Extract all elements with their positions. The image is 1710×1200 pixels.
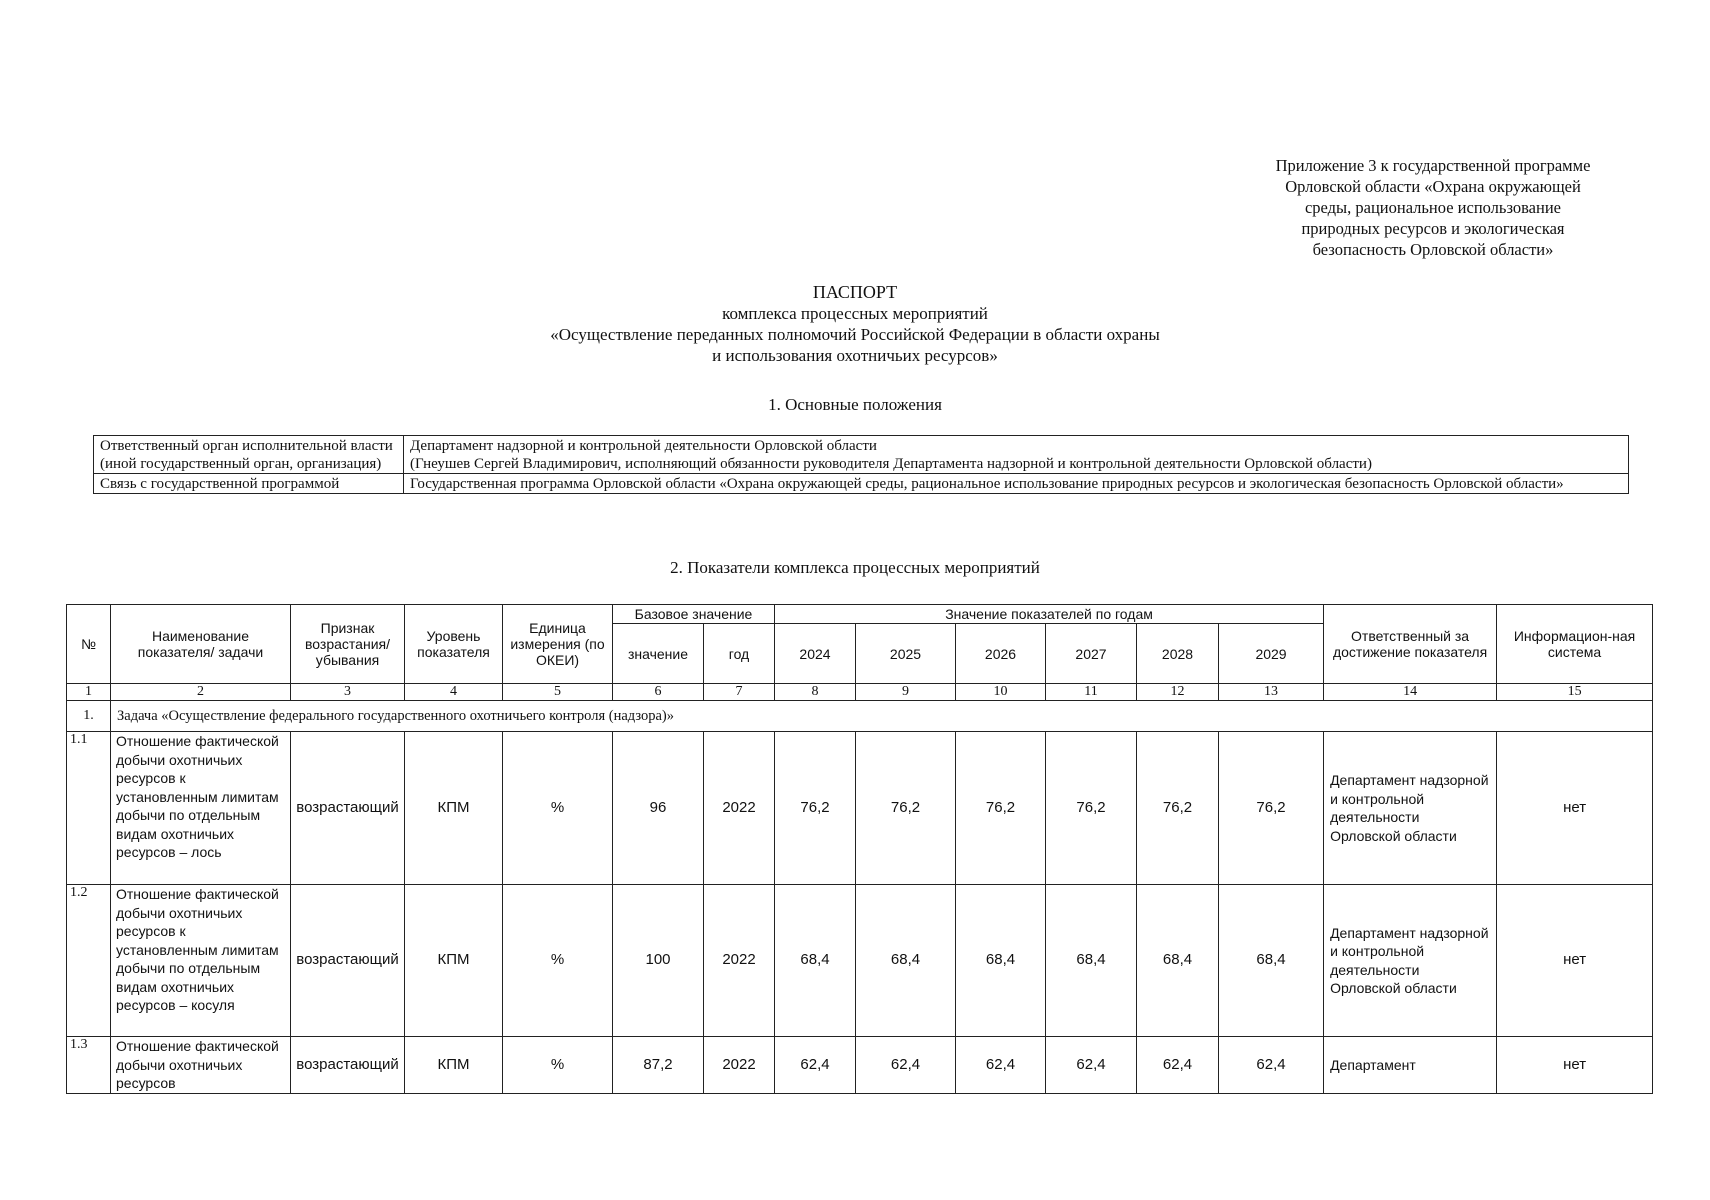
provisions-value (404, 436, 1629, 474)
table-row (67, 1037, 1653, 1094)
indicator-sign: возрастающий (291, 885, 405, 1037)
year-value: 76,2 (856, 732, 956, 885)
section1-heading: 1. Основные положения (768, 395, 942, 414)
task-row (67, 701, 1653, 732)
base-value: 100 (613, 885, 704, 1037)
column-number: 3 (291, 684, 405, 701)
infosys: нет (1497, 732, 1653, 885)
main-provisions-table (93, 435, 1629, 494)
indicator-level: КПМ (405, 885, 503, 1037)
column-number: 15 (1497, 684, 1653, 701)
year-value: 62,4 (1046, 1037, 1137, 1094)
year-value: 68,4 (775, 885, 856, 1037)
header-year: 2027 (1046, 624, 1137, 684)
header-base-value: значение (613, 624, 704, 684)
header-num: № (67, 605, 111, 684)
column-number: 13 (1219, 684, 1324, 701)
title-line: комплекса процессных мероприятий (722, 304, 988, 323)
column-number: 7 (704, 684, 775, 701)
infosys: нет (1497, 885, 1653, 1037)
year-value: 62,4 (856, 1037, 956, 1094)
provisions-row (94, 436, 1629, 474)
responsible: Департамент надзорной и контрольной деятельности Орловской области (1324, 885, 1497, 1037)
year-value: 76,2 (1046, 732, 1137, 885)
year-value: 68,4 (856, 885, 956, 1037)
year-value: 62,4 (1219, 1037, 1324, 1094)
base-year: 2022 (704, 1037, 775, 1094)
header-years-group: Значение показателей по годам (775, 605, 1324, 624)
responsible: Департамент (1324, 1037, 1497, 1094)
table-row (67, 885, 1653, 1037)
column-number: 10 (956, 684, 1046, 701)
year-value: 68,4 (956, 885, 1046, 1037)
indicator-unit: % (503, 732, 613, 885)
year-value: 68,4 (1137, 885, 1219, 1037)
indicator-level: КПМ (405, 1037, 503, 1094)
base-value: 87,2 (613, 1037, 704, 1094)
base-year: 2022 (704, 885, 775, 1037)
provisions-row (94, 474, 1629, 494)
header-year: 2024 (775, 624, 856, 684)
provisions-value-line: Государственная программа Орловской области «Охрана окружающей среды, рациональное использование природных ресурсов и экологическая безопасность Орловской области» (410, 476, 1564, 492)
header-year: 2029 (1219, 624, 1324, 684)
indicator-name: Отношение фактической добычи охотничьих ресурсов (111, 1037, 291, 1094)
table-row (67, 732, 1653, 885)
column-number: 14 (1324, 684, 1497, 701)
infosys: нет (1497, 1037, 1653, 1094)
year-value: 62,4 (775, 1037, 856, 1094)
title-heading: ПАСПОРТ (812, 282, 898, 302)
header-level: Уровень показателя (405, 605, 503, 684)
indicator-sign: возрастающий (291, 732, 405, 885)
responsible: Департамент надзорной и контрольной деятельности Орловской области (1324, 732, 1497, 885)
indicator-unit: % (503, 885, 613, 1037)
column-number: 6 (613, 684, 704, 701)
year-value: 68,4 (1219, 885, 1324, 1037)
column-number: 5 (503, 684, 613, 701)
task-text: Задача «Осуществление федерального государственного охотничьего контроля (надзора)» (111, 701, 1653, 732)
header-name: Наименование показателя/ задачи (111, 605, 291, 684)
header-year: 2028 (1137, 624, 1219, 684)
header-year: 2026 (956, 624, 1046, 684)
document-title (0, 282, 1710, 366)
base-year: 2022 (704, 732, 775, 885)
header-infosys: Информацион-ная система (1497, 605, 1653, 684)
header-unit: Единица измерения (по ОКЕИ) (503, 605, 613, 684)
indicator-sign: возрастающий (291, 1037, 405, 1094)
column-number: 2 (111, 684, 291, 701)
provisions-value-line: Департамент надзорной и контрольной деятельности Орловской области (410, 438, 877, 454)
row-number: 1.2 (67, 885, 111, 1037)
header-base-year: год (704, 624, 775, 684)
section2-heading: 2. Показатели комплекса процессных мероприятий (670, 558, 1040, 577)
header-row (67, 605, 1653, 624)
indicators-table (66, 604, 1653, 1094)
indicator-level: КПМ (405, 732, 503, 885)
column-number: 12 (1137, 684, 1219, 701)
appendix-line: природных ресурсов и экологическая (1301, 219, 1565, 238)
title-line: «Осуществление переданных полномочий Российской Федерации в области охраны (550, 325, 1160, 344)
header-sign: Признак возрастания/ убывания (291, 605, 405, 684)
header-year: 2025 (856, 624, 956, 684)
provisions-label: Ответственный орган исполнительной власти (иной государственный орган, организация) (94, 436, 404, 474)
column-number: 4 (405, 684, 503, 701)
appendix-note (1238, 155, 1628, 260)
column-number: 1 (67, 684, 111, 701)
column-number: 11 (1046, 684, 1137, 701)
task-number: 1. (67, 701, 111, 732)
column-numbers-row (67, 684, 1653, 701)
indicator-unit: % (503, 1037, 613, 1094)
appendix-line: среды, рациональное использование (1304, 198, 1561, 217)
column-number: 9 (856, 684, 956, 701)
title-line: и использования охотничьих ресурсов» (712, 346, 998, 365)
year-value: 62,4 (956, 1037, 1046, 1094)
appendix-line: Приложение 3 к государственной программе (1275, 156, 1591, 175)
base-value: 96 (613, 732, 704, 885)
indicator-name: Отношение фактической добычи охотничьих ресурсов к установленным лимитам добычи по отдельным видам охотничьих ресурсов – лось (111, 732, 291, 885)
year-value: 76,2 (1219, 732, 1324, 885)
provisions-label: Связь с государственной программой (94, 474, 404, 494)
row-number: 1.3 (67, 1037, 111, 1094)
year-value: 76,2 (1137, 732, 1219, 885)
provisions-value-line: (Гнеушев Сергей Владимирович, исполняющий обязанности руководителя Департамента надзорной и контрольной деятельности Орловской области) (410, 456, 1372, 472)
year-value: 76,2 (775, 732, 856, 885)
header-base: Базовое значение (613, 605, 775, 624)
appendix-line: безопасность Орловской области» (1312, 240, 1554, 259)
year-value: 76,2 (956, 732, 1046, 885)
header-responsible: Ответственный за достижение показателя (1324, 605, 1497, 684)
provisions-value (404, 474, 1629, 494)
row-number: 1.1 (67, 732, 111, 885)
appendix-line: Орловской области «Охрана окружающей (1285, 177, 1581, 196)
indicator-name: Отношение фактической добычи охотничьих ресурсов к установленным лимитам добычи по отдельным видам охотничьих ресурсов – косуля (111, 885, 291, 1037)
year-value: 62,4 (1137, 1037, 1219, 1094)
year-value: 68,4 (1046, 885, 1137, 1037)
column-number: 8 (775, 684, 856, 701)
